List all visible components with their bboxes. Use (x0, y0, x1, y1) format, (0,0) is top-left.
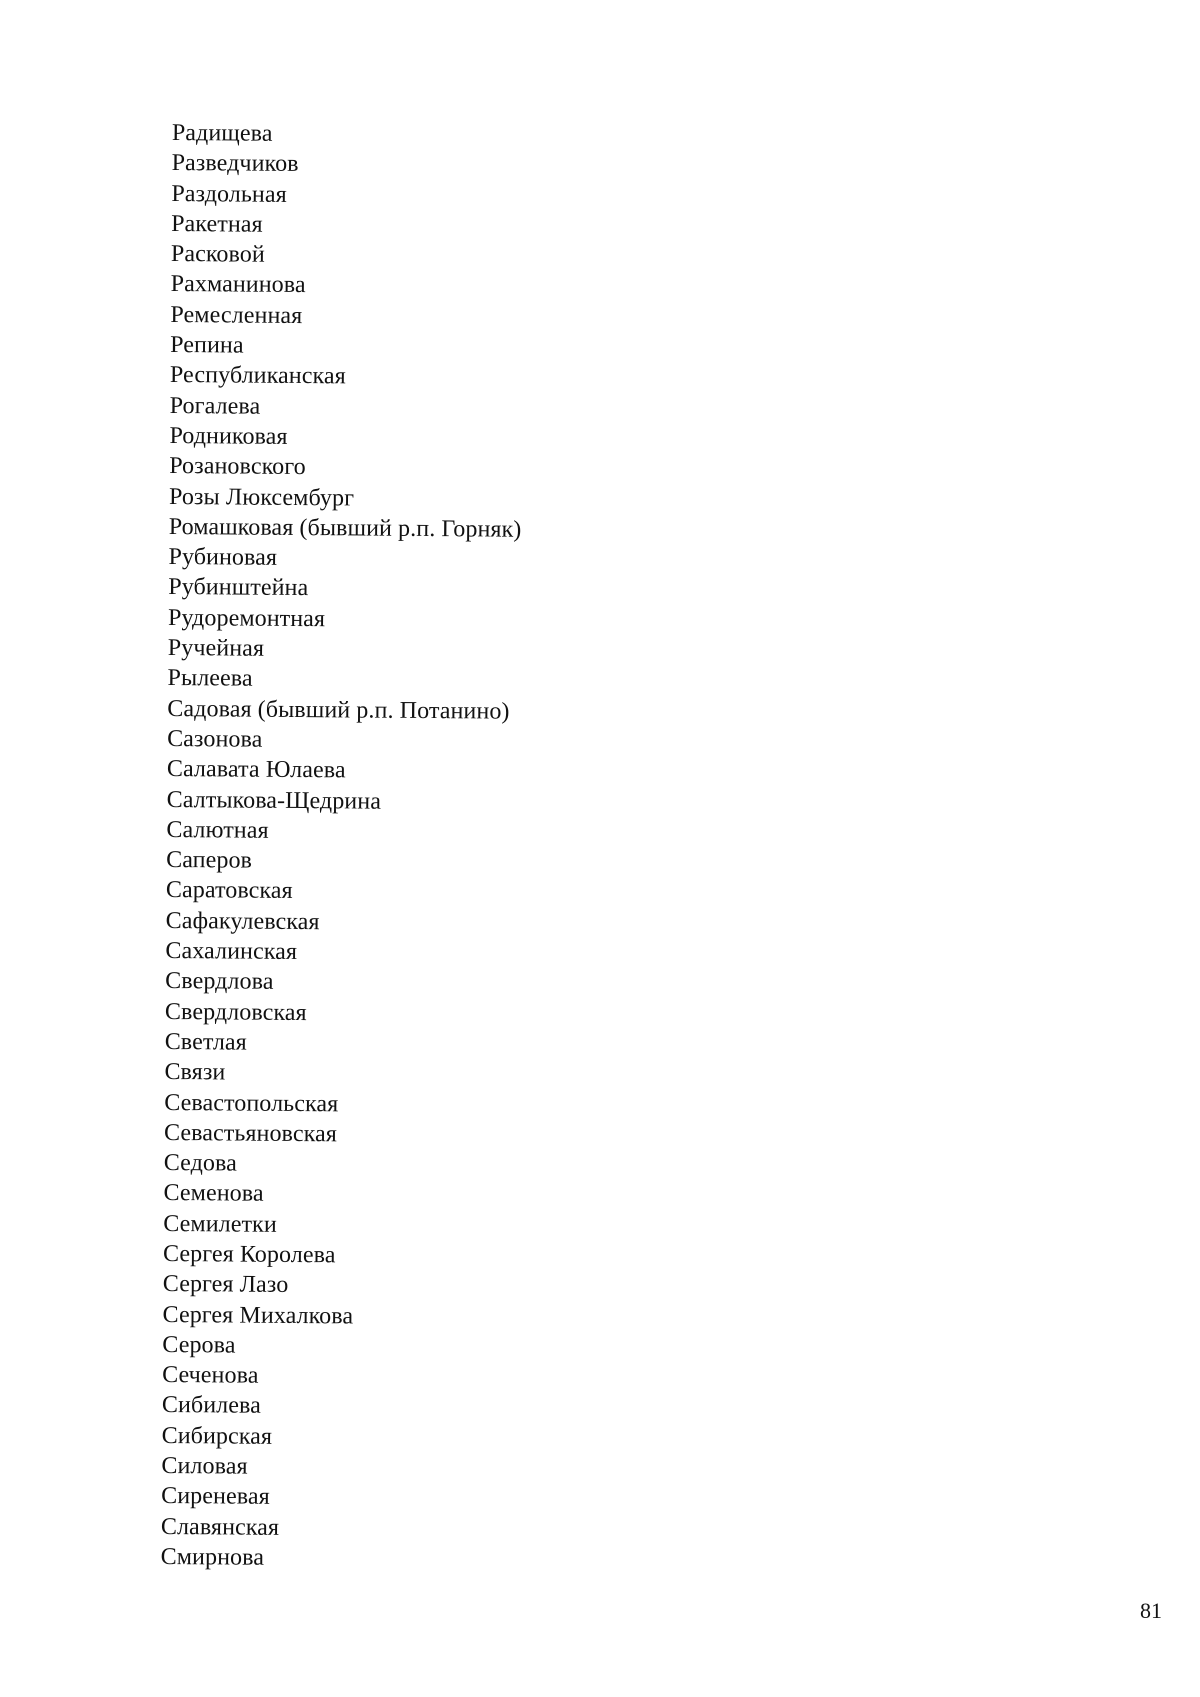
street-list-item: Рахманинова (170, 271, 306, 299)
street-list-item: Родниковая (169, 422, 288, 450)
street-list-item: Саперов (166, 847, 253, 874)
street-list-item: Севастопольская (164, 1089, 339, 1117)
street-list-item: Сергея Королева (162, 1240, 336, 1269)
street-list-item: Розановского (169, 453, 306, 481)
street-list-item: Свердлова (165, 968, 274, 996)
street-list-item: Разведчиков (171, 150, 299, 178)
street-list-item: Свердловская (164, 998, 307, 1026)
street-list-item: Раздольная (171, 180, 287, 208)
street-list-item: Славянская (160, 1513, 280, 1541)
street-list-item: Салтыкова-Щедрина (166, 786, 382, 815)
street-list-item: Салавата Юлаева (166, 756, 346, 784)
street-list-item: Расковой (170, 241, 265, 268)
street-list-item: Смирнова (160, 1543, 265, 1571)
street-list-item: Рогалева (169, 392, 261, 420)
street-list-item: Рубинштейна (168, 574, 309, 602)
street-list-item: Связи (164, 1059, 226, 1086)
street-list-item: Сазонова (167, 725, 263, 753)
street-name-list (161, 118, 525, 1575)
street-list-item: Семенова (163, 1180, 264, 1208)
street-list-item: Ремесленная (170, 301, 303, 329)
street-list-item: Сибилева (161, 1392, 262, 1420)
street-list-item: Сиреневая (161, 1483, 270, 1511)
street-list-item: Рубиновая (168, 544, 278, 571)
street-list-item: Розы Люксембург (168, 483, 355, 512)
street-list-item: Светлая (164, 1028, 247, 1056)
street-list-item: Севастьяновская (163, 1119, 338, 1148)
street-list-item: Ракетная (171, 210, 263, 238)
street-list-item: Рудоремонтная (167, 604, 326, 632)
street-list-item: Сахалинская (165, 937, 298, 966)
street-list-item: Республиканская (169, 362, 346, 390)
page-number: 81 (1140, 1598, 1162, 1623)
street-list-item: Сибирская (161, 1422, 273, 1450)
street-list-item: Сергея Михалкова (162, 1301, 354, 1330)
street-list-item: Сергея Лазо (162, 1271, 289, 1299)
street-list-item: Семилетки (163, 1210, 277, 1238)
street-list-item: Сеченова (162, 1362, 259, 1389)
street-list-item: Салютная (166, 816, 269, 844)
street-list-item: Силовая (161, 1453, 248, 1480)
street-list-item: Седова (163, 1150, 238, 1177)
street-list-item: Сафакулевская (165, 907, 320, 935)
street-list-item: Серова (162, 1331, 236, 1359)
street-list-item: Радищева (171, 119, 273, 147)
street-list-item: Рылеева (167, 665, 253, 692)
street-list-item: Садовая (бывший р.п. Потанино) (167, 695, 510, 725)
street-list-item: Ромашковая (бывший р.п. Горняк) (168, 513, 522, 543)
street-list-item: Репина (170, 332, 244, 359)
street-list-item: Саратовская (165, 877, 293, 905)
street-list-item: Ручейная (167, 635, 265, 662)
